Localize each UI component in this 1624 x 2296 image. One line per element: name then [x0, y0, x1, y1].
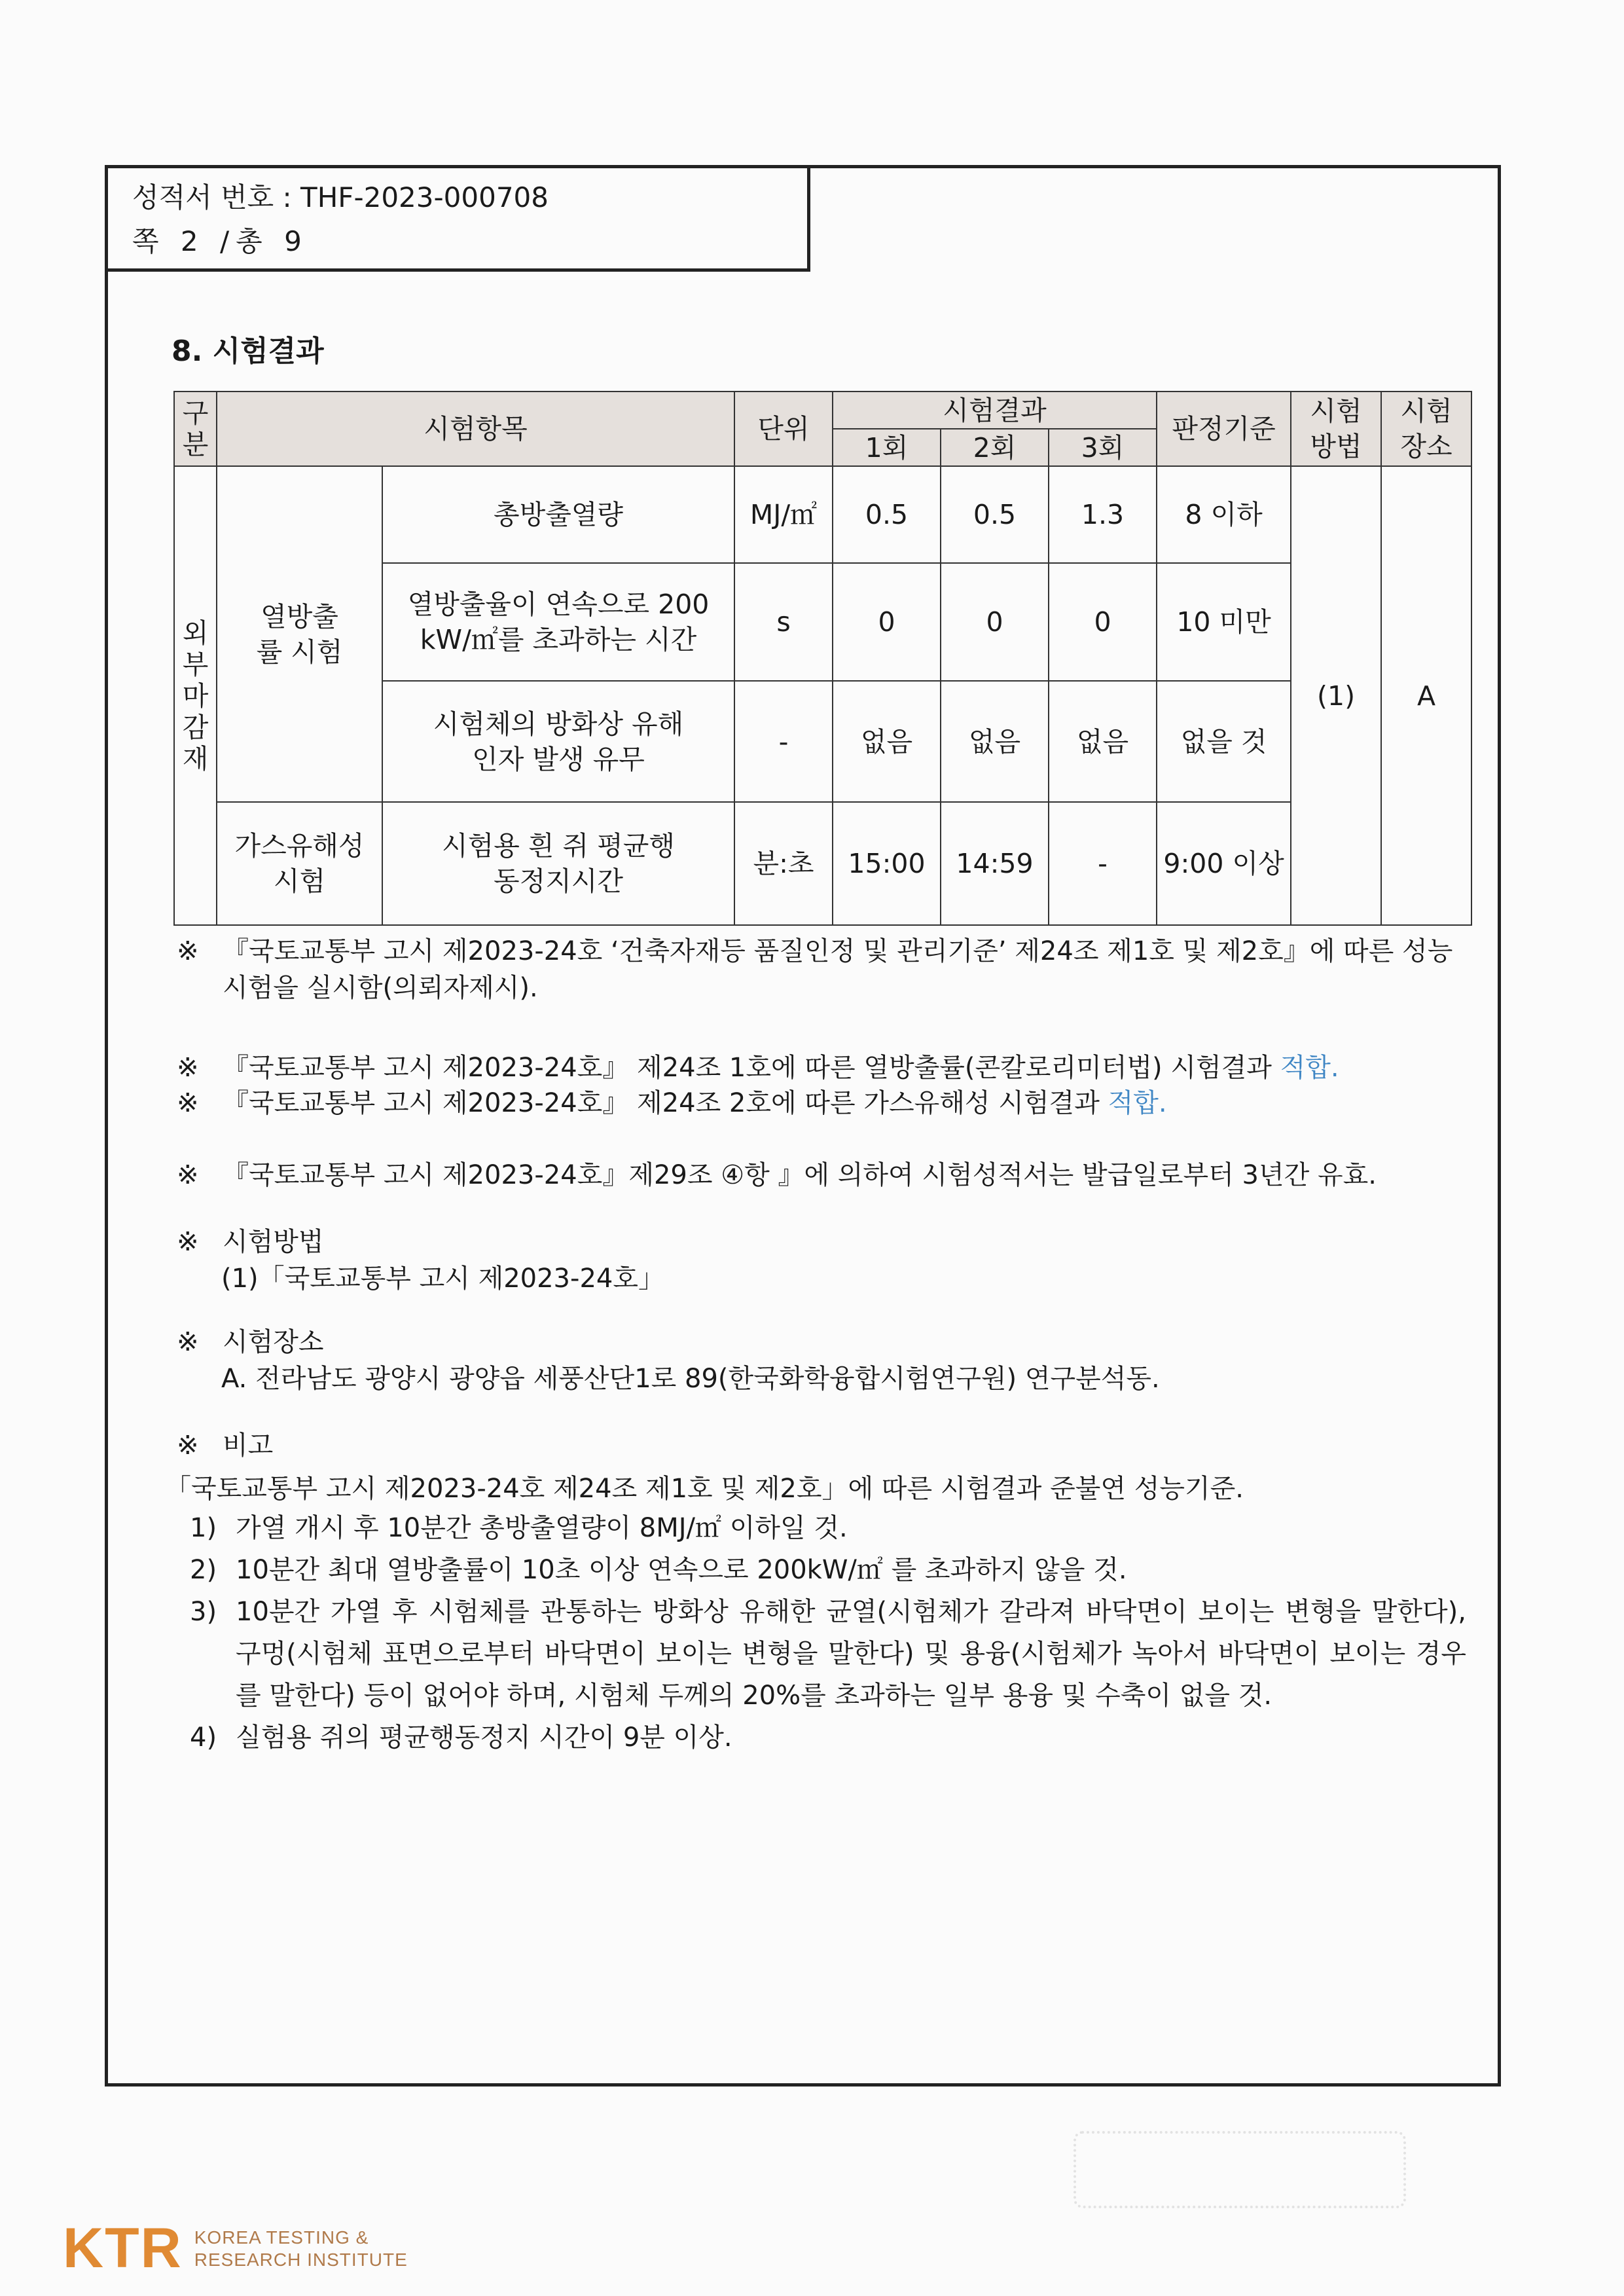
note-text: 『국토교통부 고시 제2023-24호 ‘건축자재등 품질인정 및 관리기준’ 제24조 제1호 및 제2호』에 따른 성능시험을 실시함(의뢰자제시). — [223, 936, 1453, 1003]
note-text: 『국토교통부 고시 제2023-24호』 제24조 2호에 따른 가스유해성 시험결과 — [223, 1088, 1100, 1118]
report-number: 성적서 번호 : THF-2023-000708 — [132, 181, 549, 213]
criteria-cell: 없을 것 — [1157, 681, 1291, 802]
note-heat-release-result — [177, 1049, 1473, 1086]
result-1-cell: 0.5 — [833, 466, 941, 563]
group-heat-release: 열방출률 시험 — [217, 466, 382, 802]
note-mark: ※ — [177, 1088, 199, 1118]
page-number: 쪽 2 /총 9 — [132, 225, 308, 257]
item-cell: 시험용 흰 쥐 평균행동정지시간 — [382, 802, 734, 925]
result-2-cell: 0.5 — [941, 466, 1049, 563]
table-row — [174, 802, 1471, 925]
item-cell: 열방출율이 연속으로 200 kW/㎡를 초과하는 시간 — [382, 563, 734, 681]
results-table — [173, 391, 1472, 926]
group-gas-toxicity: 가스유해성 시험 — [217, 802, 382, 925]
list-item — [190, 1549, 1473, 1591]
unit-cell: MJ/㎡ — [734, 466, 833, 563]
section-title: 8. 시험결과 — [171, 335, 324, 368]
result-2-cell: 14:59 — [941, 802, 1049, 925]
note-validity — [177, 1157, 1473, 1194]
place-cell: A — [1381, 466, 1471, 925]
header-round-3: 3회 — [1049, 429, 1157, 466]
result-pass: 적합. — [1108, 1088, 1167, 1118]
header-method: 시험방법 — [1291, 392, 1381, 466]
result-1-cell: 15:00 — [833, 802, 941, 925]
header-place: 시험장소 — [1381, 392, 1471, 466]
test-method-title: 시험방법 — [223, 1227, 324, 1257]
remarks-section — [165, 1427, 1473, 1758]
result-1-cell: 0 — [833, 563, 941, 681]
remark-number: 1) — [190, 1513, 217, 1543]
header-unit: 단위 — [734, 392, 833, 466]
item-cell: 시험체의 방화상 유해인자 발생 유무 — [382, 681, 734, 802]
org-line-1: KOREA TESTING & — [194, 2227, 369, 2248]
header-results: 시험결과 — [833, 392, 1157, 429]
logo-org-name — [194, 2227, 408, 2271]
logo-mark: KTR — [63, 2217, 183, 2280]
header-round-1: 1회 — [833, 429, 941, 466]
unit-cell: - — [734, 681, 833, 802]
result-pass: 적합. — [1280, 1053, 1339, 1083]
header-criteria: 판정기준 — [1157, 392, 1291, 466]
test-method-item: (1)「국토교통부 고시 제2023-24호」 — [221, 1264, 664, 1294]
report-header — [105, 165, 810, 272]
list-item — [190, 1717, 1473, 1758]
note-mark: ※ — [177, 1053, 199, 1083]
result-3-cell: 0 — [1049, 563, 1157, 681]
note-mark: ※ — [177, 1327, 199, 1357]
ktr-logo — [63, 2216, 408, 2281]
test-place-section — [177, 1324, 1473, 1397]
remark-text: 가열 개시 후 10분간 총방출열량이 8MJ/㎡ 이하일 것. — [236, 1513, 848, 1543]
note-mark: ※ — [177, 1160, 199, 1190]
list-item — [190, 1591, 1473, 1717]
result-3-cell: - — [1049, 802, 1157, 925]
method-cell: (1) — [1291, 466, 1381, 925]
test-place-item: A. 전라남도 광양시 광양읍 세풍산단1로 89(한국화학융합시험연구원) 연구분석동. — [221, 1364, 1160, 1394]
note-gas-toxicity-result — [177, 1085, 1473, 1121]
remark-text: 10분간 최대 열방출률이 10초 이상 연속으로 200kW/㎡ 를 초과하지 않을 것. — [236, 1555, 1127, 1585]
remarks-intro: 「국토교통부 고시 제2023-24호 제24조 제1호 및 제2호」에 따른 시험결과 준불연 성능기준. — [165, 1474, 1244, 1504]
criteria-cell: 10 미만 — [1157, 563, 1291, 681]
note-standard — [177, 933, 1473, 1006]
remark-text: 10분간 가열 후 시험체를 관통하는 방화상 유해한 균열(시험체가 갈라져 바닥면이 보이는 변형을 말한다), 구멍(시험체 표면으로부터 바닥면이 보이는 변형을 말한다) 및 용융(시험체가 녹아서 바닥면이 보이는 경우를 말한다) 등이 없어야 하며, 시험체 두께의 20%를 초과하는 일부 용융 및 수축이 없을 것. — [236, 1597, 1466, 1711]
remarks-title: 비고 — [223, 1430, 274, 1461]
remark-number: 2) — [190, 1555, 217, 1585]
note-text: 『국토교통부 고시 제2023-24호』제29조 ④항 』에 의하여 시험성적서는 발급일로부터 3년간 유효. — [223, 1160, 1377, 1190]
test-place-title: 시험장소 — [223, 1327, 324, 1357]
result-2-cell: 없음 — [941, 681, 1049, 802]
org-line-2: RESEARCH INSTITUTE — [194, 2249, 408, 2270]
note-text: 『국토교통부 고시 제2023-24호』 제24조 1호에 따른 열방출률(콘칼로리미터법) 시험결과 — [223, 1053, 1272, 1083]
criteria-cell: 8 이하 — [1157, 466, 1291, 563]
header-round-2: 2회 — [941, 429, 1049, 466]
item-cell: 총방출열량 — [382, 466, 734, 563]
header-item: 시험항목 — [217, 392, 734, 466]
note-mark: ※ — [177, 936, 199, 966]
category-cell: 외부마감재 — [174, 466, 217, 925]
unit-cell: s — [734, 563, 833, 681]
result-2-cell: 0 — [941, 563, 1049, 681]
result-1-cell: 없음 — [833, 681, 941, 802]
unit-cell: 분:초 — [734, 802, 833, 925]
embossed-seal — [1074, 2131, 1406, 2208]
remark-text: 실험용 쥐의 평균행동정지 시간이 9분 이상. — [236, 1722, 732, 1753]
header-category: 구분 — [174, 392, 217, 466]
criteria-cell: 9:00 이상 — [1157, 802, 1291, 925]
list-item — [190, 1507, 1473, 1549]
result-3-cell: 없음 — [1049, 681, 1157, 802]
note-mark: ※ — [177, 1430, 199, 1461]
test-method-section — [177, 1224, 1473, 1297]
note-mark: ※ — [177, 1227, 199, 1257]
remark-number: 4) — [190, 1722, 217, 1753]
remark-number: 3) — [190, 1597, 217, 1627]
table-row — [174, 466, 1471, 563]
result-3-cell: 1.3 — [1049, 466, 1157, 563]
remarks-list — [177, 1507, 1473, 1758]
